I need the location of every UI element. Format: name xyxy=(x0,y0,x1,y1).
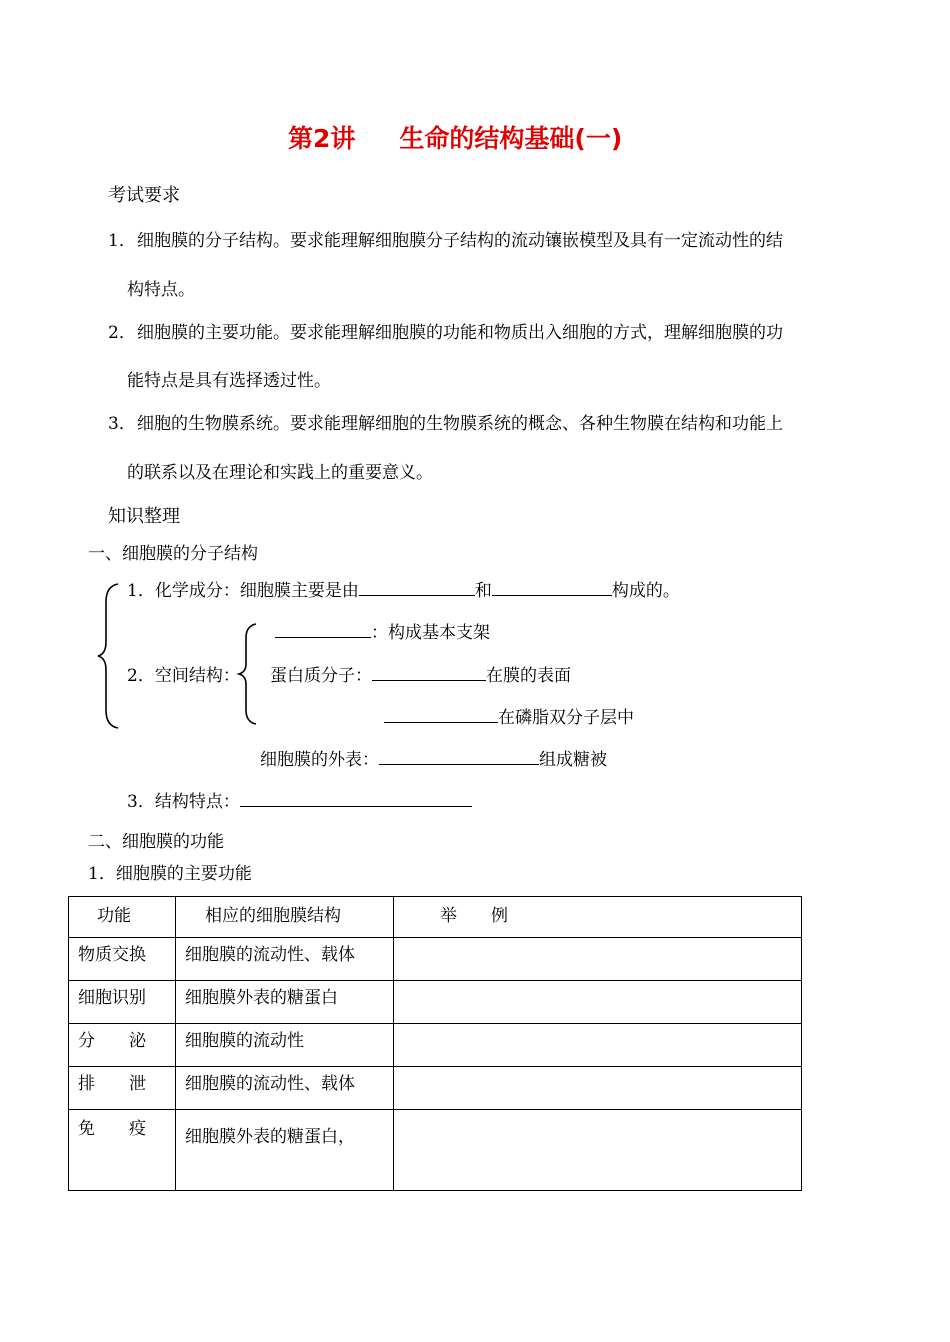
space-structure-label: 2．空间结构： xyxy=(127,666,240,686)
structure-feature xyxy=(127,794,472,811)
table-row xyxy=(69,1024,802,1067)
outer-surface xyxy=(260,752,607,769)
blank-field[interactable] xyxy=(492,594,612,596)
exam-item-3-number: 3． xyxy=(108,414,136,434)
exam-item-2-line2: 能特点是具有选择透过性。 xyxy=(127,371,331,391)
protein-label: 蛋白质分子： xyxy=(270,666,372,686)
sub1-text: ：构成基本支架 xyxy=(371,623,490,643)
membrane-function-table xyxy=(68,896,802,1191)
outer-surface-label: 细胞膜的外表： xyxy=(260,750,379,770)
blank-field[interactable] xyxy=(275,636,371,638)
table-cell: 细胞膜的流动性 xyxy=(176,1024,394,1067)
space-structure-sub3 xyxy=(384,710,634,727)
exam-item-3-line2: 的联系以及在理论和实践上的重要意义。 xyxy=(127,463,433,483)
table-cell: 免 疫 xyxy=(69,1110,176,1191)
table-cell-empty[interactable] xyxy=(394,1110,802,1191)
title-lecture-number: 第2讲 xyxy=(288,124,356,153)
table-cell-empty[interactable] xyxy=(394,1067,802,1110)
table-row xyxy=(69,938,802,981)
table-cell: 细胞膜外表的糖蛋白， xyxy=(176,1110,394,1191)
table-header-cell: 相应的细胞膜结构 xyxy=(176,897,394,938)
inner-brace xyxy=(236,622,262,726)
sub2-text: 在膜的表面 xyxy=(486,666,571,686)
chemical-composition-label: 1．化学成分：细胞膜主要是由 xyxy=(127,581,359,601)
exam-item-1-line2: 构特点。 xyxy=(127,280,195,300)
exam-item-1-number: 1． xyxy=(108,231,136,251)
chemical-composition-end: 构成的。 xyxy=(611,581,680,601)
table-cell: 细胞膜的流动性、载体 xyxy=(176,938,394,981)
chemical-composition xyxy=(127,583,680,600)
page-title xyxy=(288,126,622,151)
exam-item-2-number: 2． xyxy=(108,323,136,343)
table-header-cell: 举 例 xyxy=(394,897,802,938)
exam-item-2-line1: 细胞膜的主要功能。要求能理解细胞膜的功能和物质出入细胞的方式，理解细胞膜的功 xyxy=(137,323,783,343)
exam-item-3-line1: 细胞的生物膜系统。要求能理解细胞的生物膜系统的概念、各种生物膜在结构和功能上 xyxy=(137,414,783,434)
outer-brace xyxy=(96,582,126,732)
section1-heading: 一、细胞膜的分子结构 xyxy=(88,544,258,564)
table-cell: 细胞识别 xyxy=(69,981,176,1024)
table-header-cell: 功能 xyxy=(69,897,176,938)
blank-field[interactable] xyxy=(240,805,472,807)
blank-field[interactable] xyxy=(359,594,475,596)
table-cell: 细胞膜的流动性、载体 xyxy=(176,1067,394,1110)
space-structure-sub2 xyxy=(270,668,571,685)
exam-item-1-line1: 细胞膜的分子结构。要求能理解细胞膜分子结构的流动镶嵌模型及具有一定流动性的结 xyxy=(137,231,783,251)
table-cell: 物质交换 xyxy=(69,938,176,981)
table-cell-empty[interactable] xyxy=(394,1024,802,1067)
blank-field[interactable] xyxy=(384,721,498,723)
table-cell: 分 泌 xyxy=(69,1024,176,1067)
section2-subheading: 1．细胞膜的主要功能 xyxy=(88,864,252,884)
space-structure-sub1 xyxy=(275,625,490,642)
table-row xyxy=(69,1110,802,1191)
sub3-text: 在磷脂双分子层中 xyxy=(498,708,634,728)
table-header-row xyxy=(69,897,802,938)
connector-text: 和 xyxy=(474,581,492,601)
outer-surface-end: 组成糖被 xyxy=(539,750,607,770)
exam-heading: 考试要求 xyxy=(108,185,180,206)
table-row xyxy=(69,1067,802,1110)
table-row xyxy=(69,981,802,1024)
title-topic: 生命的结构基础(一) xyxy=(399,124,623,153)
table-cell: 排 泄 xyxy=(69,1067,176,1110)
table-cell: 细胞膜外表的糖蛋白 xyxy=(176,981,394,1024)
knowledge-heading: 知识整理 xyxy=(108,506,180,527)
section2-heading: 二、细胞膜的功能 xyxy=(88,832,224,852)
table-cell-empty[interactable] xyxy=(394,981,802,1024)
blank-field[interactable] xyxy=(372,679,486,681)
structure-feature-label: 3．结构特点： xyxy=(127,792,240,812)
blank-field[interactable] xyxy=(379,763,539,765)
table-cell-empty[interactable] xyxy=(394,938,802,981)
